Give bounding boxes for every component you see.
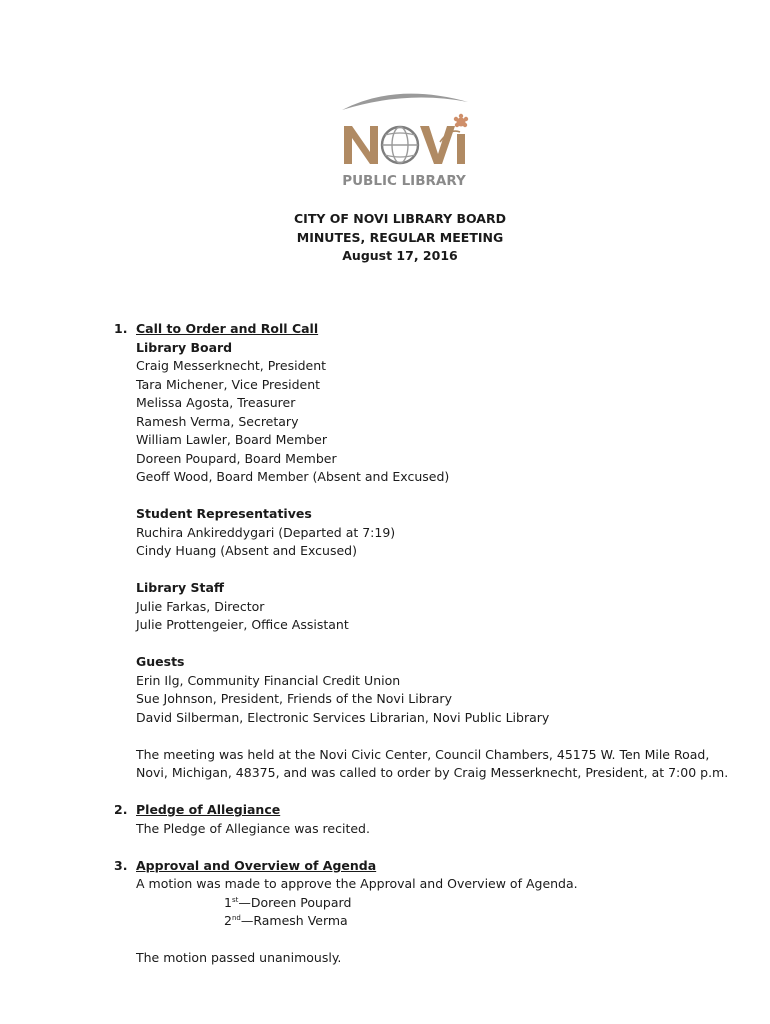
board-member: Craig Messerknecht, President (136, 358, 327, 373)
section-number: 2. (114, 802, 128, 817)
board-member: Doreen Poupard, Board Member (136, 450, 337, 466)
student-representative: Ruchira Ankireddygari (Departed at 7:19) (136, 524, 396, 540)
header-subtitle: MINUTES, REGULAR MEETING (296, 229, 504, 245)
first-motion: 1st—Doreen Poupard (224, 894, 352, 910)
header-title: CITY OF NOVI LIBRARY BOARD (294, 211, 506, 226)
board-member: Geoff Wood, Board Member (Absent and Excused) (136, 469, 450, 484)
board-member: Tara Michener, Vice President (136, 376, 321, 392)
student-representatives-heading: Student Representatives (136, 506, 312, 521)
guest: Erin Ilg, Community Financial Credit Union (136, 672, 401, 688)
document-header (0, 210, 770, 266)
student-representative: Cindy Huang (Absent and Excused) (136, 543, 357, 558)
section-agenda (114, 857, 734, 968)
second-motion: 2nd—Ramesh Verma (224, 913, 348, 928)
novi-library-logo (336, 88, 472, 190)
minutes-content (114, 320, 734, 968)
guest: Sue Johnson, President, Friends of the Novi Library (136, 691, 452, 706)
section-title: Call to Order and Roll Call (136, 321, 319, 336)
guest: David Silberman, Electronic Services Librarian, Novi Public Library (136, 709, 550, 725)
section-title: Approval and Overview of Agenda (136, 857, 377, 873)
library-board-heading: Library Board (136, 339, 233, 355)
motion-text: A motion was made to approve the Approval and Overview of Agenda. (136, 876, 578, 891)
guests-heading: Guests (136, 654, 185, 669)
header-date: August 17, 2016 (342, 248, 458, 263)
section-title: Pledge of Allegiance (136, 802, 281, 817)
library-staff-heading: Library Staff (136, 580, 225, 595)
board-member: Melissa Agosta, Treasurer (136, 395, 296, 410)
motion-result: The motion passed unanimously. (136, 950, 342, 965)
board-member: William Lawler, Board Member (136, 432, 328, 447)
section-pledge (114, 801, 734, 838)
staff-member: Julie Farkas, Director (136, 598, 265, 614)
logo-subtitle: PUBLIC LIBRARY (342, 173, 466, 189)
meeting-location-text: Novi, Michigan, 48375, and was called to order by Craig Messerknecht, President, at 7:00 p.m. (136, 765, 729, 780)
staff-member: Julie Prottengeier, Office Assistant (136, 617, 349, 632)
section-number: 1. (114, 321, 128, 336)
section-number: 3. (114, 857, 128, 873)
section-call-to-order (114, 320, 734, 783)
pledge-text: The Pledge of Allegiance was recited. (136, 820, 370, 836)
meeting-location-text: The meeting was held at the Novi Civic Center, Council Chambers, 45175 W. Ten Mile Road, (136, 746, 710, 762)
board-member: Ramesh Verma, Secretary (136, 413, 299, 429)
